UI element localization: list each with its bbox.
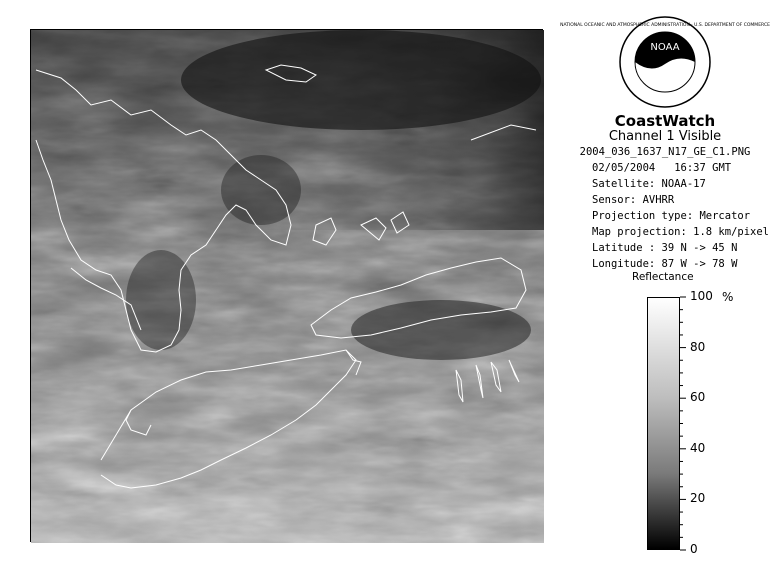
date-time-row bbox=[592, 161, 731, 175]
noaa-logo-ring-text: NATIONAL OCEANIC AND ATMOSPHERIC ADMINISTRATION · U.S. DEPARTMENT OF COMMERCE bbox=[560, 23, 770, 28]
colorbar-tick-label: 40 bbox=[690, 440, 706, 455]
date-value: 02/05/2004 bbox=[592, 162, 656, 174]
colorbar-ticks bbox=[680, 297, 740, 550]
colorbar-tick-label: 80 bbox=[690, 339, 706, 354]
longitude-label: Longitude: 87 W -> 78 W bbox=[592, 258, 738, 270]
lake-michigan-dark bbox=[126, 250, 196, 350]
projection-type-label: Projection type: Mercator bbox=[592, 210, 751, 222]
colorbar bbox=[647, 297, 680, 550]
colorbar-tick-label: 0 bbox=[690, 542, 698, 556]
brand-title: CoastWatch bbox=[614, 112, 716, 130]
sensor-label: Sensor: AVHRR bbox=[592, 194, 675, 206]
georgian-bay-dark bbox=[221, 155, 301, 225]
colorbar-tick-label: 100 bbox=[690, 289, 713, 303]
map-projection-label: Map projection: 1.8 km/pixel bbox=[592, 226, 770, 238]
time-value: 16:37 GMT bbox=[674, 162, 732, 174]
channel-label: Channel 1 Visible bbox=[608, 129, 722, 144]
colorbar-unit: % bbox=[722, 290, 734, 304]
noaa-logo bbox=[560, 16, 770, 108]
lake-ontario-dark bbox=[351, 300, 531, 360]
satellite-label: Satellite: NOAA-17 bbox=[592, 178, 706, 190]
colorbar-tick-label: 60 bbox=[690, 390, 706, 405]
dark-region-north bbox=[181, 30, 541, 130]
noaa-logo-center-text: NOAA bbox=[650, 42, 680, 53]
latitude-label: Latitude : 39 N -> 45 N bbox=[592, 242, 738, 254]
satellite-image bbox=[30, 29, 543, 542]
colorbar-tick-label: 20 bbox=[690, 491, 706, 506]
satellite-image-svg bbox=[31, 30, 544, 543]
colorbar-title: Reflectance bbox=[632, 271, 694, 283]
file-name: 2004_036_1637_N17_GE_C1.PNG bbox=[579, 146, 751, 158]
